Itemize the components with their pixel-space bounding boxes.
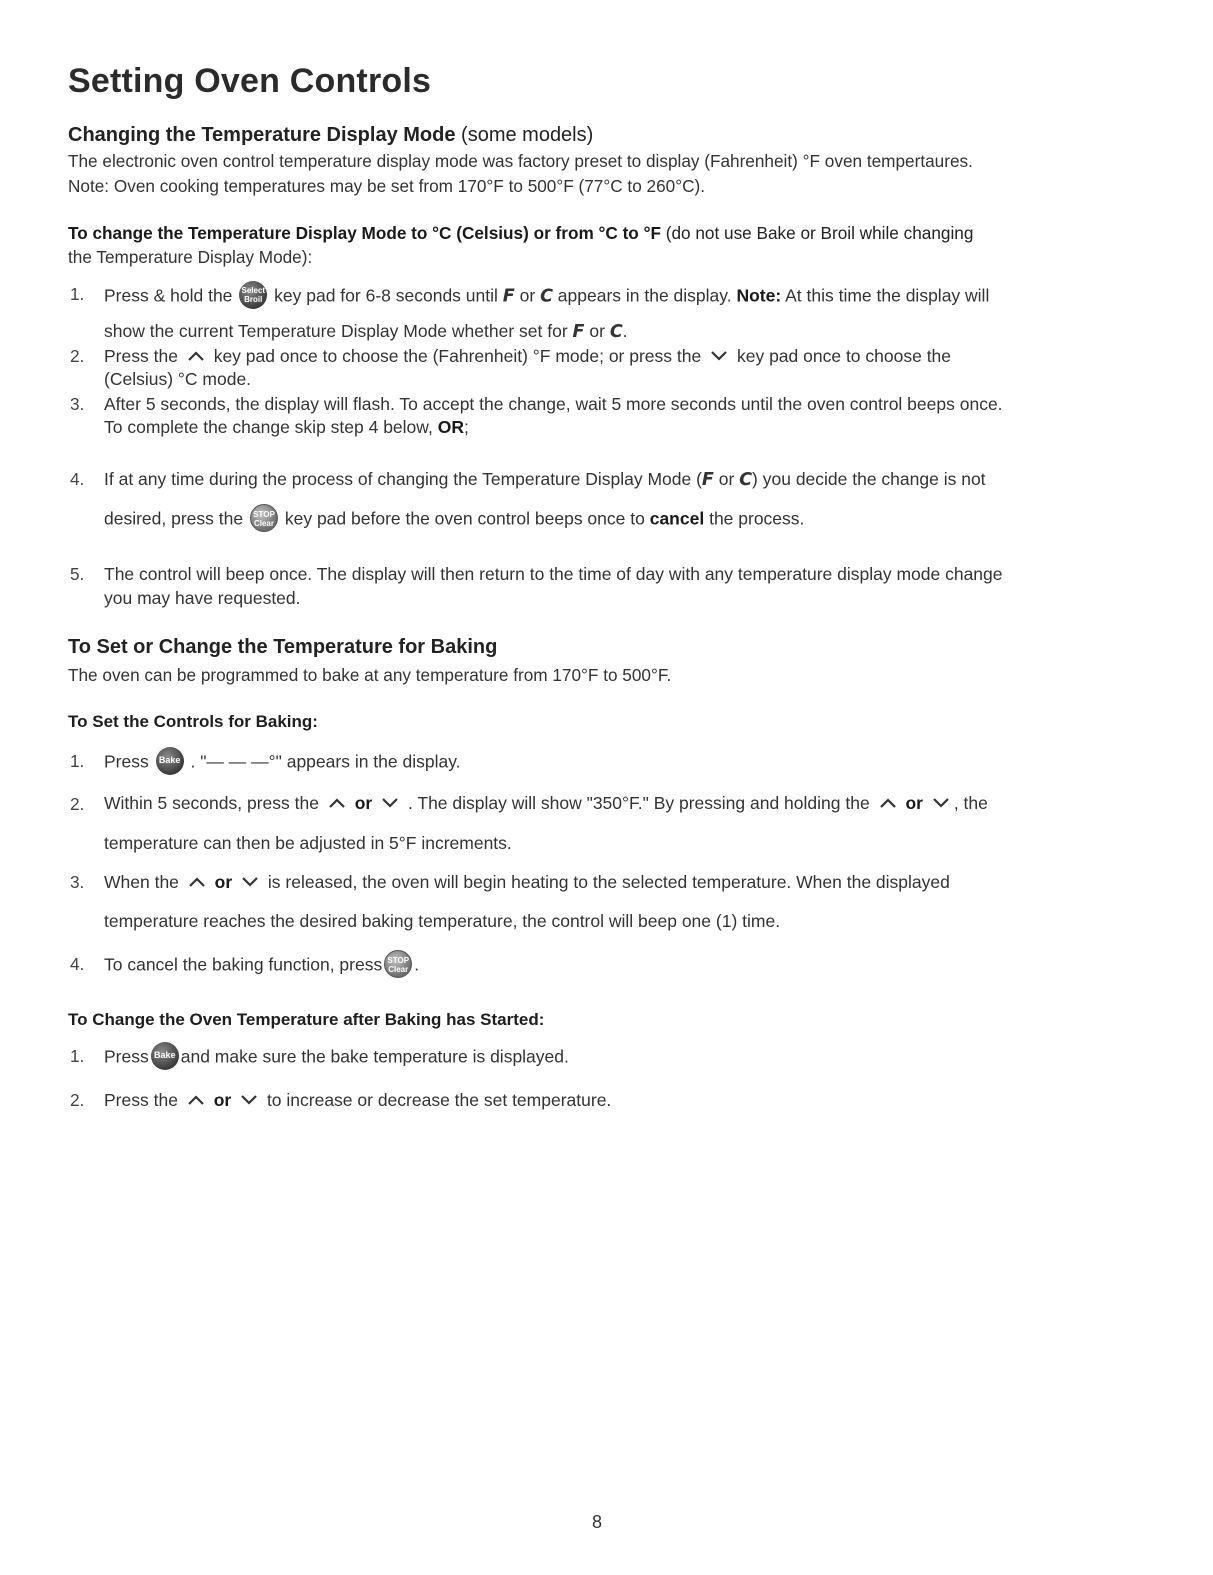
step-text: key pad for 6-8 seconds until	[274, 285, 498, 306]
step-4-line-1	[104, 468, 986, 491]
bake-step-3-line-1	[104, 871, 950, 893]
intro-line-2: Note: Oven cooking temperatures may be set from 170°F to 500°F (77°C to 260°C).	[68, 176, 705, 196]
or-bold: or	[213, 1090, 232, 1110]
stop-clear-key-icon: STOP Clear	[384, 950, 412, 978]
subheading-change-temp: To Change the Oven Temperature after Baking has Started:	[68, 1010, 545, 1029]
step-text: Press	[104, 1046, 149, 1067]
heading-text: Changing the Temperature Display Mode	[68, 124, 456, 146]
step-text: or	[718, 469, 735, 489]
step-text: To cancel the baking function, press	[104, 954, 383, 975]
c-symbol: C	[540, 286, 553, 307]
step-text: key pad before the oven control beeps once to	[284, 508, 645, 529]
step-text: ) you decide the change is not	[752, 469, 986, 489]
step-number: 3.	[70, 872, 85, 892]
step-3-line-2	[104, 416, 469, 438]
step-text: key pad once to choose the	[736, 346, 952, 366]
step-5-line-2: you may have requested.	[104, 588, 301, 608]
instruction-bold: To change the Temperature Display Mode to °C (Celsius) or from °C to °F	[68, 223, 661, 243]
page-number: 8	[592, 1512, 603, 1532]
bake-key-icon: Bake	[156, 747, 184, 775]
or-bold: or	[905, 793, 923, 813]
step-text: Press	[104, 751, 149, 772]
step-number: 4.	[70, 469, 85, 489]
change-step-2	[104, 1089, 611, 1111]
down-arrow-icon	[710, 350, 728, 362]
step-text: or	[589, 321, 605, 341]
or-bold: or	[354, 793, 373, 813]
step-text: or	[519, 285, 536, 306]
step-number: 2.	[70, 1090, 85, 1110]
or-bold: OR	[437, 417, 464, 437]
down-arrow-icon	[932, 797, 950, 809]
step-text: . The display will show "350°F." By pressing and holding the	[407, 793, 870, 813]
step-4-line-2	[104, 506, 804, 534]
instruction-rest: (do not use Bake or Broil while changing	[660, 223, 974, 243]
down-arrow-icon	[381, 797, 399, 809]
baking-intro: The oven can be programmed to bake at any temperature from 170°F to 500°F.	[68, 665, 672, 685]
step-2-line-2: (Celsius) °C mode.	[104, 369, 252, 389]
step-text: Press the	[104, 1090, 178, 1110]
section-heading-baking: To Set or Change the Temperature for Baking	[68, 636, 498, 658]
instruction-line-2: the Temperature Display Mode):	[68, 247, 313, 267]
step-text: If at any time during the process of changing the Temperature Display Mode (	[104, 469, 702, 489]
step-text: Within 5 seconds, press the	[104, 793, 319, 813]
bake-key-icon: Bake	[151, 1042, 179, 1070]
step-text: When the	[104, 872, 179, 892]
step-number: 2.	[70, 346, 85, 366]
up-arrow-icon	[328, 797, 346, 809]
up-arrow-icon	[187, 1094, 205, 1106]
step-text: To complete the change skip step 4 below,	[104, 417, 433, 437]
cancel-bold: cancel	[649, 508, 705, 529]
bake-step-2-line-1	[104, 792, 988, 814]
bake-step-4	[104, 952, 419, 980]
step-text: appears in the display.	[557, 285, 732, 306]
step-5-line-1: The control will beep once. The display will then return to the time of day with any temperature display mode change	[104, 564, 1003, 584]
c-symbol: C	[739, 470, 753, 490]
intro-line-1: The electronic oven control temperature display mode was factory preset to display (Fahrenheit) °F oven tempertaures.	[68, 151, 973, 171]
select-broil-key-icon: Select Broil	[239, 281, 267, 309]
heading-suffix: (some models)	[461, 124, 594, 146]
step-text: Press the	[104, 346, 178, 366]
bake-step-3-line-2: temperature reaches the desired baking temperature, the control will beep one (1) time.	[104, 911, 781, 931]
note-label: Note:	[736, 285, 782, 306]
bake-step-2-line-2: temperature can then be adjusted in 5°F increments.	[104, 833, 512, 853]
c-symbol: C	[609, 322, 623, 342]
step-text: the process.	[709, 508, 805, 529]
step-1-line-1	[104, 283, 989, 311]
up-arrow-icon	[879, 797, 897, 809]
up-arrow-icon	[187, 350, 205, 362]
step-2-line-1	[104, 345, 951, 367]
page-title: Setting Oven Controls	[68, 62, 432, 100]
step-number: 1.	[70, 284, 85, 304]
step-text: key pad once to choose the (Fahrenheit) °F mode; or press the	[213, 346, 702, 366]
step-text: is released, the oven will begin heating to the selected temperature. When the displayed	[267, 872, 950, 892]
or-bold: or	[214, 872, 233, 892]
step-text: Press & hold the	[104, 285, 233, 306]
down-arrow-icon	[241, 876, 259, 888]
step-text: .	[622, 321, 628, 341]
up-arrow-icon	[188, 876, 206, 888]
step-number: 1.	[70, 1046, 85, 1066]
section-heading-display-mode	[68, 124, 593, 147]
stop-clear-key-icon: STOP Clear	[250, 504, 278, 532]
instruction-line-1	[68, 222, 973, 244]
step-text: ;	[463, 417, 469, 437]
step-text: desired, press the	[104, 508, 244, 529]
down-arrow-icon	[240, 1094, 258, 1106]
step-text: At this time the display will	[785, 285, 990, 306]
f-symbol: F	[701, 470, 714, 490]
bake-step-1	[104, 749, 461, 777]
step-1-line-2	[104, 320, 628, 343]
step-text: and make sure the bake temperature is displayed.	[180, 1046, 569, 1067]
step-number: 3.	[70, 394, 85, 414]
subheading-set-controls: To Set the Controls for Baking:	[68, 712, 318, 731]
step-number: 5.	[70, 564, 85, 584]
step-text: .	[414, 954, 420, 975]
step-number: 1.	[70, 751, 85, 771]
step-number: 4.	[70, 954, 85, 974]
step-text: show the current Temperature Display Mode whether set for	[104, 321, 568, 341]
f-symbol: F	[502, 286, 515, 307]
step-text: to increase or decrease the set temperature.	[266, 1090, 612, 1110]
step-text: . "— — —°" appears in the display.	[190, 751, 461, 772]
change-step-1	[104, 1044, 569, 1072]
f-symbol: F	[572, 322, 585, 342]
step-3-line-1: After 5 seconds, the display will flash. To accept the change, wait 5 more seconds until the oven control beeps once.	[104, 394, 1003, 414]
step-number: 2.	[70, 794, 85, 814]
step-text: , the	[953, 793, 988, 813]
